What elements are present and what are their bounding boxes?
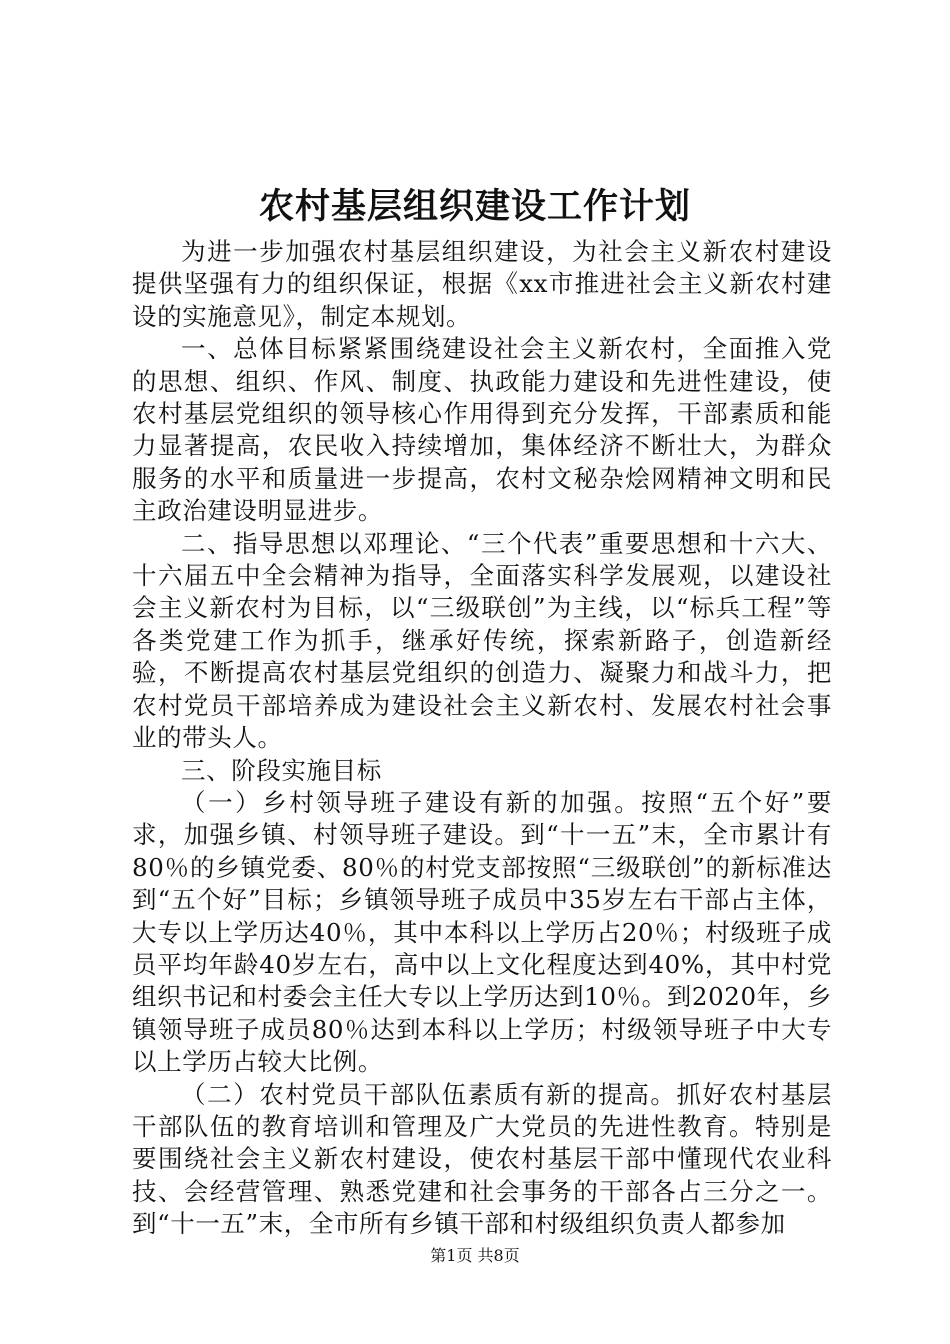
paragraph-cadre-quality: （二）农村党员干部队伍素质有新的提高。抓好农村基层干部队伍的教育培训和管理及广大党员的先进性教育。特别是要围绕社会主义新农村建设，使农村基层干部中懂现代农业科技、会经营管理、熟悉党建和社会事务的干部各占三分之一。到“十一五”末，全市所有乡镇干部和村级组织负责人都参加 (132, 1079, 832, 1239)
paragraph-leadership-teams: （一）乡村领导班子建设有新的加强。按照“五个好”要求，加强乡镇、村领导班子建设。到“十一五”末，全市累计有80％的乡镇党委、80％的村党支部按照“三级联创”的新标准达到“五个好”目标；乡镇领导班子成员中35岁左右干部占主体，大专以上学历达40％，其中本科以上学历占20％；村级班子成员平均年龄40岁左右，高中以上文化程度达到40%，其中村党组织书记和村委会主任大专以上学历达到10％。到2020年，乡镇领导班子成员80％达到本科以上学历；村级领导班子中大专以上学历占较大比例。 (132, 787, 832, 1077)
section-heading-stage-goals: 三、阶段实施目标 (181, 755, 382, 785)
paragraph-guiding-thought: 二、指导思想以邓理论、“三个代表”重要思想和十六大、十六届五中全会精神为指导，全面落实科学发展观，以建设社会主义新农村为目标，以“三级联创”为主线，以“标兵工程”等各类党建工作为抓手，继承好传统，探索新路子，创造新经验，不断提高农村基层党组织的创造力、凝聚力和战斗力，把农村党员干部培养成为建设社会主义新农村、发展农村社会事业的带头人。 (132, 528, 832, 753)
paragraph-intro: 为进一步加强农村基层组织建设，为社会主义新农村建设提供坚强有力的组织保证，根据《xx市推进社会主义新农村建设的实施意见》，制定本规划。 (132, 237, 832, 331)
document-body (132, 236, 832, 1241)
document-title: 农村基层组织建设工作计划 (258, 186, 691, 227)
paragraph-overall-goal: 一、总体目标紧紧围绕建设社会主义新农村，全面推入党的思想、组织、作风、制度、执政能力建设和先进性建设，使农村基层党组织的领导核心作用得到充分发挥，干部素质和能力显著提高，农民收入持续增加，集体经济不断壮大，为群众服务的水平和质量进一步提高，农村文秘杂烩网精神文明和民主政治建设明显进步。 (132, 334, 832, 526)
page-number-footer: 第1页 共8页 (430, 1246, 520, 1265)
